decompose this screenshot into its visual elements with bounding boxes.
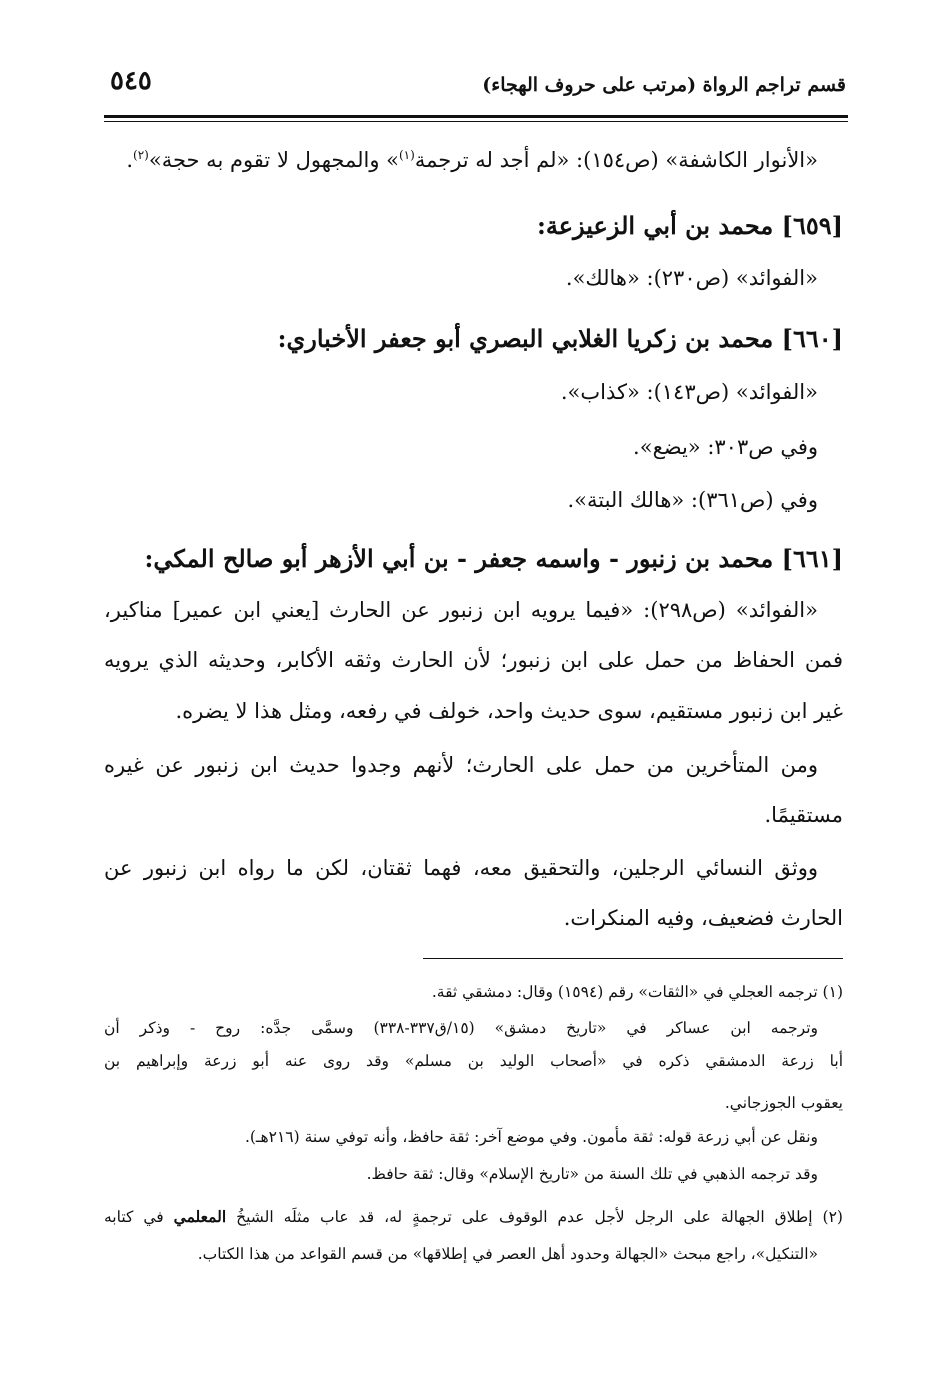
header-rule-thick <box>104 115 848 118</box>
header-rule-thin <box>104 121 848 122</box>
footnote-2-author-name: المعلمي <box>173 1207 227 1226</box>
footnote-2-line-2: «التنكيل»، راجع مبحث «الجهالة وحدود أهل العصر في إطلاقها» من قسم القواعد من هذا الكتاب. <box>197 1245 818 1263</box>
carry-text-1: «الأنوار الكاشفة» (ص١٥٤): «لم أجد له ترجمة <box>414 148 818 172</box>
footnote-2-text-b: في كتابه <box>104 1208 164 1226</box>
carry-text-2: » والمجهول لا تقوم به حجة» <box>148 148 399 172</box>
footnote-1-line-4: يعقوب الجوزجاني. <box>724 1094 843 1112</box>
carry-over-line <box>104 145 818 175</box>
entry-660-line-1: «الفوائد» (ص١٤٣): «كذاب». <box>560 380 818 404</box>
entry-660-line-2: وفي ص٣٠٣: «يضع». <box>633 435 818 459</box>
entry-659-line-1: «الفوائد» (ص٢٣٠): «هالك». <box>565 266 818 290</box>
footnote-1-line-6: وقد ترجمه الذهبي في تلك السنة من «تاريخ الإسلام» وقال: ثقة حافظ. <box>366 1165 818 1183</box>
footnote-separator <box>423 958 843 959</box>
footnote-1-line-2: وترجمه ابن عساكر في «تاريخ دمشق» (١٥/ق٣٣٧-٣٣٨) وسمَّى جدَّه: روح - وذكر أن <box>104 1019 818 1037</box>
entry-661-p1-line-3: غير ابن زنبور مستقيم، سوى حديث واحد، خولف في رفعه، ومثل هذا لا يضره. <box>175 699 843 723</box>
entry-661-p2-line-2: مستقيمًا. <box>764 803 843 827</box>
running-header-title: قسم تراجم الرواة (مرتب على حروف الهجاء) <box>482 74 846 96</box>
entry-661-p1-line-2: فمن الحفاظ من حمل على ابن زنبور؛ لأن الحارث وثقه الأكابر، وحديثه الذي يرويه <box>104 648 843 672</box>
footnote-2-text-a: (٢) إطلاق الجهالة على الرجل لأجل عدم الوقوف على ترجمةٍ له، قد عاب مثلَه الشيخُ <box>236 1208 843 1226</box>
entry-heading-660: [٦٦٠] محمد بن زكريا الغلابي البصري أبو جعفر الأخباري: <box>277 324 843 353</box>
page-number: ٥٤٥ <box>110 66 152 96</box>
entry-661-p3-line-2: الحارث فضعيف، وفيه المنكرات. <box>563 906 843 930</box>
carry-text-3: . <box>126 148 134 172</box>
footnote-2-line-1 <box>104 1205 843 1229</box>
running-header <box>110 64 846 108</box>
footnote-1-line-1: (١) ترجمه العجلي في «الثقات» رقم (١٥٩٤) وقال: دمشقي ثقة. <box>431 983 843 1001</box>
entry-661-p1-line-1: «الفوائد» (ص٢٩٨): «فيما يرويه ابن زنبور عن الحارث [يعني ابن عمير] مناكير، <box>104 598 818 622</box>
footnote-ref-1[interactable]: (١) <box>398 148 415 162</box>
entry-heading-661: [٦٦١] محمد بن زنبور - واسمه جعفر - بن أبي الأزهر أبو صالح المكي: <box>144 544 843 573</box>
entry-661-p2-line-1: ومن المتأخرين من حمل على الحارث؛ لأنهم وجدوا حديث ابن زنبور عن غيره <box>104 753 818 777</box>
footnote-ref-2[interactable]: (٢) <box>133 148 149 162</box>
footnote-1-line-5: ونقل عن أبي زرعة قوله: ثقة مأمون. وفي موضع آخر: ثقة حافظ، وأنه توفي سنة (٢١٦هـ). <box>244 1128 818 1146</box>
entry-660-line-3: وفي (ص٣٦١): «هالك البتة». <box>567 488 818 512</box>
entry-heading-659: [٦٥٩] محمد بن أبي الزعيزعة: <box>536 211 843 240</box>
footnote-1-line-3: أبا زرعة الدمشقي ذكره في «أصحاب الوليد بن مسلم» وقد روى عنه أبو زرعة وإبراهيم بن <box>104 1052 843 1070</box>
entry-661-p3-line-1: ووثق النسائي الرجلين، والتحقيق معه، فهما ثقتان، لكن ما رواه ابن زنبور عن <box>104 856 818 880</box>
